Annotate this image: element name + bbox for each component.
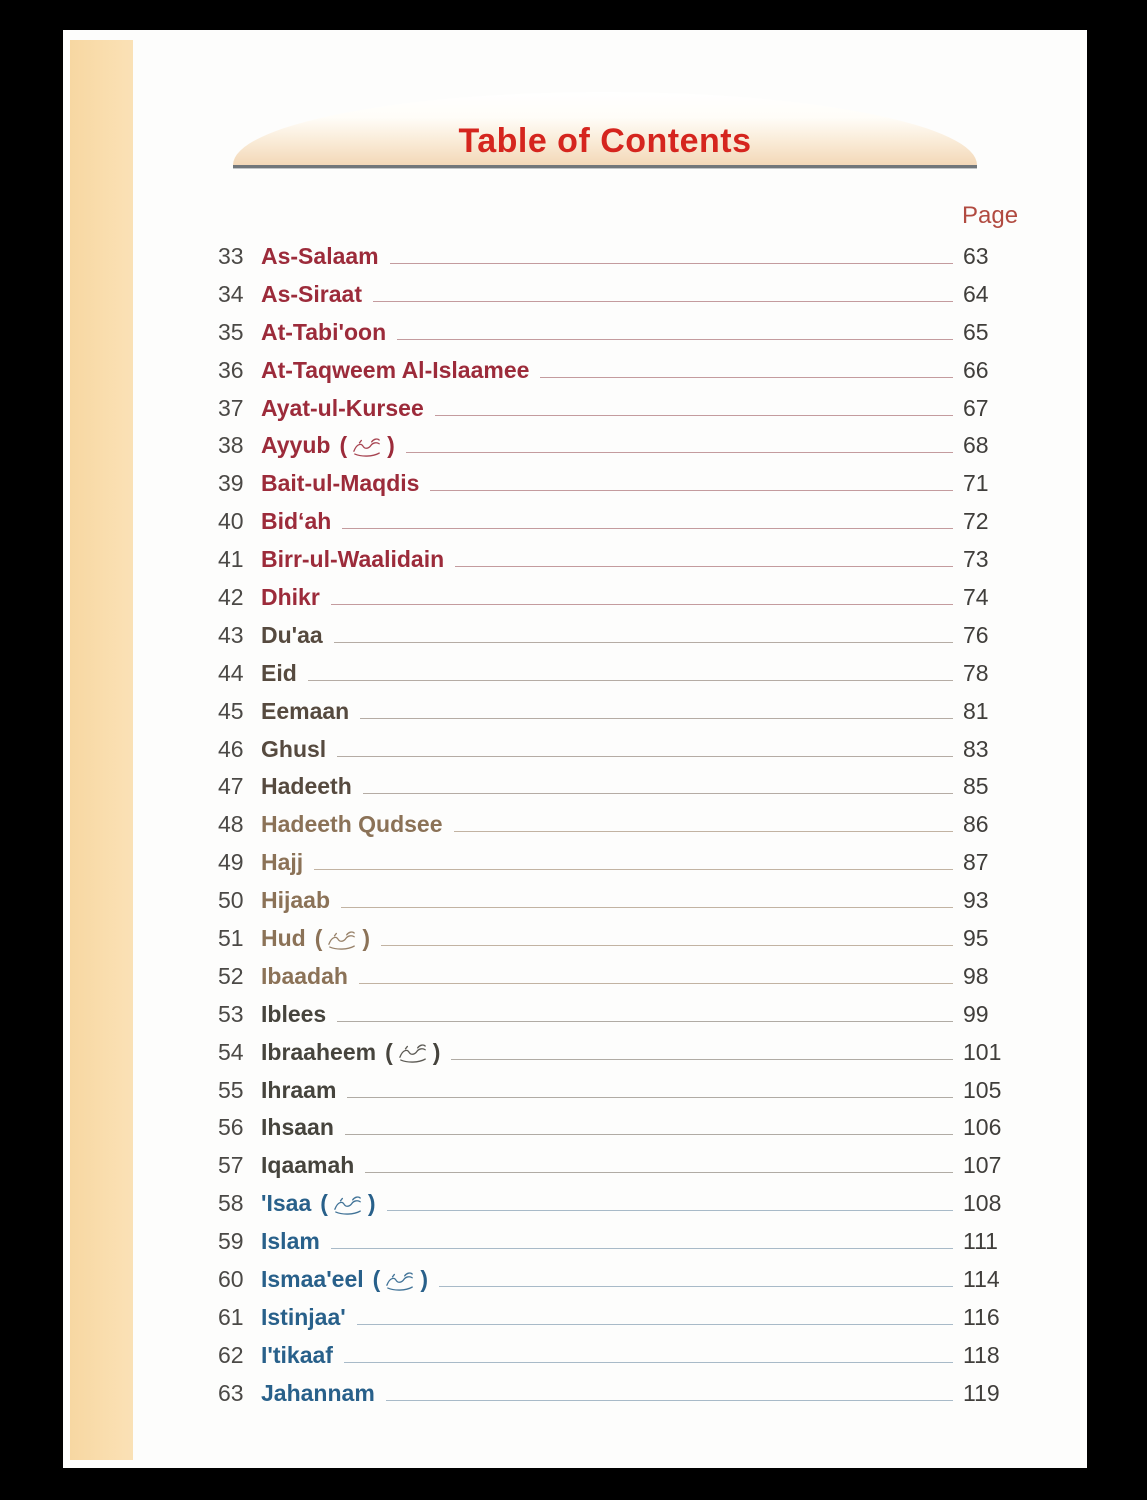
toc-entry-row — [213, 356, 1013, 394]
entry-page-number: 119 — [963, 1379, 1000, 1406]
entry-page-number: 73 — [963, 546, 989, 573]
entry-page-number: 93 — [963, 887, 989, 914]
toc-entry-row — [213, 1151, 1013, 1189]
toc-entry-row — [213, 1189, 1013, 1227]
toc-entry-row — [213, 431, 1013, 469]
close-paren: ) — [367, 1190, 376, 1217]
entry-number: 50 — [218, 887, 244, 914]
entry-title: Jahannam — [261, 1379, 375, 1406]
leader-line — [435, 415, 953, 416]
entry-title: Hijaab — [261, 887, 331, 914]
leader-line — [345, 1134, 953, 1135]
entry-title: Islam — [261, 1228, 320, 1255]
toc-entry-row — [213, 697, 1013, 735]
open-paren: ( — [320, 1190, 328, 1217]
entry-page-number: 81 — [963, 697, 989, 724]
entry-number: 47 — [218, 773, 244, 800]
entry-page-number: 106 — [963, 1114, 1002, 1141]
leader-line — [430, 490, 953, 491]
entry-title: Ibaadah — [261, 962, 348, 989]
honorific-wrap — [339, 432, 394, 458]
entry-title: Ayat-ul-Kursee — [261, 394, 424, 421]
leader-line — [314, 869, 953, 870]
toc-entry-row — [213, 507, 1013, 545]
entry-page-number: 74 — [963, 584, 989, 611]
entry-page-number: 63 — [963, 243, 989, 269]
entry-number: 59 — [218, 1228, 244, 1255]
entry-title: Du'aa — [261, 621, 323, 648]
entry-number: 35 — [218, 318, 244, 345]
honorific-wrap — [373, 1266, 428, 1292]
close-paren: ) — [362, 925, 371, 952]
entry-title: Hajj — [261, 849, 304, 876]
leader-line — [337, 756, 953, 757]
entry-page-number: 87 — [963, 849, 989, 876]
honorific-wrap — [385, 1039, 440, 1065]
toc-entry-row — [213, 659, 1013, 697]
entry-page-number: 83 — [963, 735, 989, 762]
entry-page-number: 65 — [963, 318, 989, 345]
toc-entry-row — [213, 924, 1013, 962]
toc-entry-row — [213, 469, 1013, 507]
alayhis-salaam-icon — [327, 930, 357, 951]
title-banner — [233, 92, 977, 165]
entry-number: 33 — [218, 243, 244, 269]
leader-line — [386, 1400, 953, 1401]
toc-entry-row — [213, 1000, 1013, 1038]
toc-entry-row — [213, 242, 1013, 280]
leader-line — [451, 1059, 953, 1060]
entry-page-number: 66 — [963, 356, 989, 383]
close-paren: ) — [387, 432, 395, 459]
honorific-wrap — [320, 1190, 375, 1216]
entry-title: Ihraam — [261, 1076, 337, 1103]
entry-number: 56 — [218, 1114, 244, 1141]
entry-page-number: 67 — [963, 394, 989, 421]
entry-number: 44 — [218, 659, 244, 686]
entry-number: 37 — [218, 394, 244, 421]
leader-line — [337, 1021, 953, 1022]
entry-page-number: 99 — [963, 1000, 989, 1027]
leader-line — [390, 263, 953, 264]
leader-line — [342, 528, 953, 529]
entry-title: Bid‘ah — [261, 508, 332, 535]
toc-entry-row — [213, 394, 1013, 432]
honorific-wrap — [315, 925, 370, 951]
entry-page-number: 85 — [963, 773, 989, 800]
leader-line — [455, 566, 953, 567]
entry-page-number: 76 — [963, 621, 989, 648]
entry-page-number: 95 — [963, 925, 989, 952]
close-paren: ) — [420, 1266, 429, 1293]
entry-number: 51 — [218, 925, 244, 952]
toc-entry-row — [213, 962, 1013, 1000]
binding-margin-strip — [70, 40, 133, 1460]
leader-line — [397, 339, 953, 340]
entry-page-number: 64 — [963, 280, 989, 307]
banner-underline — [233, 165, 977, 169]
toc-list — [213, 242, 1013, 1417]
entry-title: As-Salaam — [261, 243, 379, 269]
entry-title: As-Siraat — [261, 280, 362, 307]
entry-number: 39 — [218, 470, 244, 497]
leader-line — [365, 1172, 953, 1173]
entry-title: Ismaa'eel — [261, 1266, 364, 1293]
toc-entry-row — [213, 735, 1013, 773]
toc-entry-row — [213, 1113, 1013, 1151]
entry-title: Ibraaheem — [261, 1038, 377, 1065]
entry-number: 40 — [218, 508, 244, 535]
entry-number: 42 — [218, 584, 244, 611]
leader-line — [373, 301, 953, 302]
book-page — [63, 30, 1087, 1468]
entry-number: 38 — [218, 432, 244, 459]
alayhis-salaam-icon — [398, 1043, 428, 1064]
toc-entry-row — [213, 1379, 1013, 1417]
toc-entry-row — [213, 545, 1013, 583]
entry-page-number: 107 — [963, 1152, 1002, 1179]
entry-number: 55 — [218, 1076, 244, 1103]
leader-line — [363, 793, 953, 794]
open-paren: ( — [372, 1266, 381, 1293]
leader-line — [344, 1362, 953, 1363]
entry-page-number: 72 — [963, 508, 989, 535]
entry-title: Ihsaan — [261, 1114, 334, 1141]
entry-page-number: 116 — [963, 1303, 1000, 1330]
entry-number: 46 — [218, 735, 244, 762]
entry-page-number: 118 — [963, 1341, 1000, 1368]
toc-entry-row — [213, 1038, 1013, 1076]
entry-number: 34 — [218, 280, 244, 307]
leader-line — [387, 1210, 953, 1211]
entry-title: Dhikr — [261, 584, 320, 611]
alayhis-salaam-icon — [352, 437, 382, 458]
entry-page-number: 86 — [963, 811, 989, 838]
entry-title: Ghusl — [261, 735, 327, 762]
entry-title: Birr-ul-Waalidain — [261, 546, 445, 573]
entry-number: 63 — [218, 1379, 244, 1406]
entry-title: Iblees — [261, 1000, 327, 1027]
entry-number: 61 — [218, 1303, 244, 1330]
toc-entry-row — [213, 1341, 1013, 1379]
entry-number: 62 — [218, 1341, 244, 1368]
leader-line — [454, 831, 954, 832]
entry-number: 52 — [218, 962, 244, 989]
entry-title: Eid — [261, 659, 297, 686]
toc-entry-row — [213, 848, 1013, 886]
entry-number: 48 — [218, 811, 244, 838]
entry-number: 36 — [218, 356, 244, 383]
entry-number: 49 — [218, 849, 244, 876]
entry-page-number: 101 — [963, 1038, 1002, 1065]
entry-page-number: 114 — [963, 1266, 1000, 1293]
entry-title: Istinjaa' — [261, 1303, 346, 1330]
leader-line — [347, 1097, 953, 1098]
entry-page-number: 108 — [963, 1190, 1002, 1217]
toc-entry-row — [213, 280, 1013, 318]
leader-line — [439, 1286, 953, 1287]
entry-page-number: 111 — [963, 1228, 998, 1255]
open-paren: ( — [385, 1038, 393, 1065]
entry-page-number: 78 — [963, 659, 989, 686]
open-paren: ( — [314, 925, 323, 952]
entry-title: Ayyub — [261, 432, 331, 459]
leader-line — [540, 377, 953, 378]
entry-title: Hud — [261, 925, 306, 952]
leader-line — [331, 604, 953, 605]
entry-title: At-Taqweem Al-Islaamee — [261, 356, 530, 383]
entry-title: Eemaan — [261, 697, 350, 724]
leader-line — [308, 680, 953, 681]
toc-entry-row — [213, 772, 1013, 810]
toc-entry-row — [213, 1227, 1013, 1265]
entry-number: 43 — [218, 621, 244, 648]
entry-page-number: 68 — [963, 432, 989, 459]
entry-number: 41 — [218, 546, 244, 573]
entry-number: 57 — [218, 1152, 244, 1179]
entry-page-number: 71 — [963, 470, 989, 497]
toc-entry-row — [213, 621, 1013, 659]
leader-line — [360, 718, 953, 719]
leader-line — [341, 907, 953, 908]
close-paren: ) — [432, 1038, 441, 1065]
leader-line — [334, 642, 953, 643]
toc-entry-row — [213, 1265, 1013, 1303]
leader-line — [406, 452, 953, 453]
toc-entry-row — [213, 1303, 1013, 1341]
entry-title: Hadeeth Qudsee — [261, 811, 443, 838]
toc-entry-row — [213, 810, 1013, 848]
toc-entry-row — [213, 1076, 1013, 1114]
entry-page-number: 105 — [963, 1076, 1002, 1103]
entry-title: Iqaamah — [261, 1152, 355, 1179]
page-column-header: Page — [962, 202, 1019, 229]
entry-number: 45 — [218, 697, 244, 724]
open-paren: ( — [339, 432, 348, 459]
page-title: Table of Contents — [458, 122, 752, 160]
entry-title: At-Tabi'oon — [261, 318, 387, 345]
entry-number: 58 — [218, 1190, 244, 1217]
toc-entry-row — [213, 318, 1013, 356]
entry-number: 54 — [218, 1038, 244, 1065]
leader-line — [331, 1248, 953, 1249]
entry-title: Hadeeth — [261, 773, 352, 800]
leader-line — [357, 1324, 953, 1325]
entry-title: 'Isaa — [261, 1190, 312, 1217]
alayhis-salaam-icon — [333, 1195, 363, 1216]
entry-number: 53 — [218, 1000, 244, 1027]
toc-entry-row — [213, 583, 1013, 621]
entry-title: Bait-ul-Maqdis — [261, 470, 420, 497]
toc-entry-row — [213, 886, 1013, 924]
alayhis-salaam-icon — [385, 1271, 415, 1292]
leader-line — [381, 945, 953, 946]
entry-number: 60 — [218, 1266, 244, 1293]
entry-page-number: 98 — [963, 962, 989, 989]
entry-title: I'tikaaf — [261, 1341, 333, 1368]
leader-line — [359, 983, 953, 984]
